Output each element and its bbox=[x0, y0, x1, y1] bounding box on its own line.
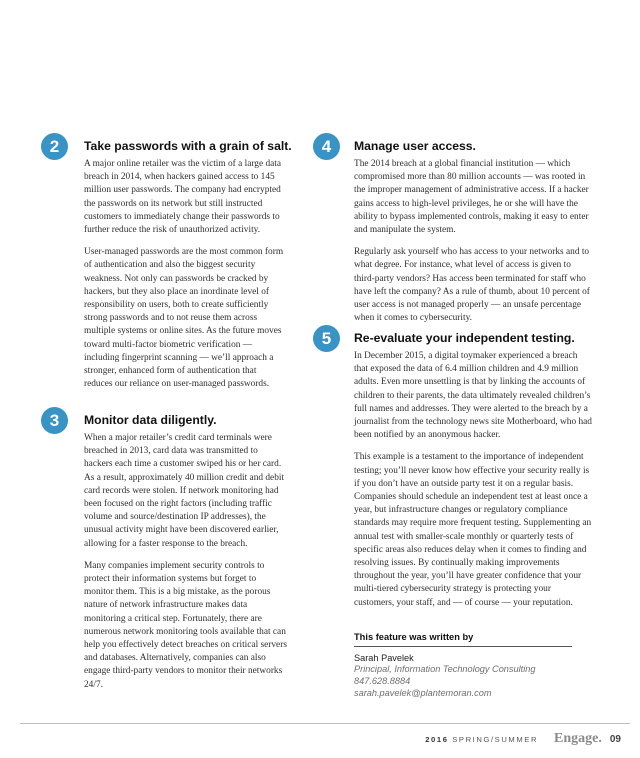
author-role: Principal, Information Technology Consulting bbox=[354, 664, 536, 674]
author-phone: 847.628.8884 bbox=[354, 676, 411, 686]
magazine-name: Engage. bbox=[554, 731, 602, 747]
page-number: 09 bbox=[609, 733, 621, 745]
paragraph: When a major retailer’s credit card terminals were breached in 2013, card data was transmitted to hackers each time a customer swiped his or her card. As a result, approximately 40 million credit and debit card records were stolen. If network monitoring had been focused on the right factors (including traffic volume and source/destination IP addresses), the unusual activity might have been discovered earlier, allowing for a faster response to the breach. bbox=[84, 433, 285, 549]
issue-season: SPRING/SUMMER bbox=[452, 734, 539, 744]
paragraph: The 2014 breach at a global financial institution — which compromised more than 80 million accounts — was rooted in the improper management of administrative access. If a hacker gains access to high-level privileges, he or she will have the ability to bypass implemented controls, making it easy to enter and manipulate the system. bbox=[354, 159, 589, 236]
author-email: sarah.pavelek@plantemoran.com bbox=[354, 688, 492, 698]
section-heading: Manage user access. bbox=[354, 139, 476, 153]
page-footer bbox=[425, 730, 621, 748]
paragraph: A major online retailer was the victim of a large data breach in 2014, when hackers gained access to 145 million user passwords. The company had encrypted the passwords on its network but still instructed customers to immediately change their passwords to further reduce the risk of unauthorized activity. bbox=[84, 159, 282, 236]
paragraph: This example is a testament to the importance of independent testing; you’ll never know how effective your security really is if you don’t have an outside party test it on a regular basis. Companies should schedule an independent test at least once a year, but infrastructure changes or regulatory compliance standards may require more frequent testing. Supplementing an annual test with smaller-scale monthly or quarterly tests of specific areas also reduces delay when it comes to finding and resolving issues. By continually making improvements throughout the year, you’ll have greater confidence that your multi-tiered cybersecurity strategy is protecting your customers, your staff, and — of course — your reputation. bbox=[354, 452, 592, 608]
section-4-body bbox=[354, 139, 592, 334]
section-2-body bbox=[84, 139, 292, 400]
section-3-body bbox=[84, 413, 287, 701]
issue-year: 2016 bbox=[425, 734, 449, 744]
paragraph: User-managed passwords are the most common form of authentication and also the biggest security weakness. Not only can passwords be cracked by hackers, but they also place an inordinate level of responsibility on users, both to create sufficiently strong passwords and to not reuse them across multiple systems or online sites. As the future moves toward multi-factor biometric verification — including fingerprint scanning — we’ll approach a stronger, enhanced form of authentication that reduces our reliance on user-managed passwords. bbox=[84, 247, 284, 390]
section-number-badge: 3 bbox=[41, 407, 68, 434]
section-heading: Re-evaluate your independent testing. bbox=[354, 331, 575, 345]
section-heading: Monitor data diligently. bbox=[84, 413, 217, 427]
footer-divider bbox=[20, 723, 630, 724]
section-number-badge: 4 bbox=[313, 133, 340, 160]
section-number-badge: 5 bbox=[313, 325, 340, 352]
section-5-body bbox=[354, 331, 592, 619]
section-number-badge: 2 bbox=[41, 133, 68, 160]
byline-title: This feature was written by bbox=[354, 632, 572, 647]
paragraph: Many companies implement security controls to protect their information systems but forget to monitor them. This is a big mistake, as the porous nature of network infrastructure makes data monitoring a critical step. Fortunately, there are numerous network monitoring tools available that can help you effectively detect breaches on critical servers and databases. Alternatively, companies can also engage third-party vendors to monitor their networks 24/7. bbox=[84, 560, 287, 690]
author-byline bbox=[354, 632, 572, 699]
paragraph: In December 2015, a digital toymaker experienced a breach that exposed the data of 6.4 million children and 4.9 million adults. Even more unsettling is that by linking the accounts of children to their parents, the data ultimately revealed children’s full names and addresses. They were alerted to the breach by a journalist from the technology news site Motherboard, who had been notified by an anonymous hacker. bbox=[354, 351, 592, 441]
author-name: Sarah Pavelek bbox=[354, 653, 414, 663]
paragraph: Regularly ask yourself who has access to your networks and to what degree. For instance, what level of access is given to third-party vendors? Has access been terminated for staff who have left the company? As a rule of thumb, about 10 percent of user access is not managed properly — an unsafe percentage when it comes to cybersecurity. bbox=[354, 247, 590, 324]
section-heading: Take passwords with a grain of salt. bbox=[84, 139, 292, 153]
issue-label bbox=[425, 735, 538, 744]
